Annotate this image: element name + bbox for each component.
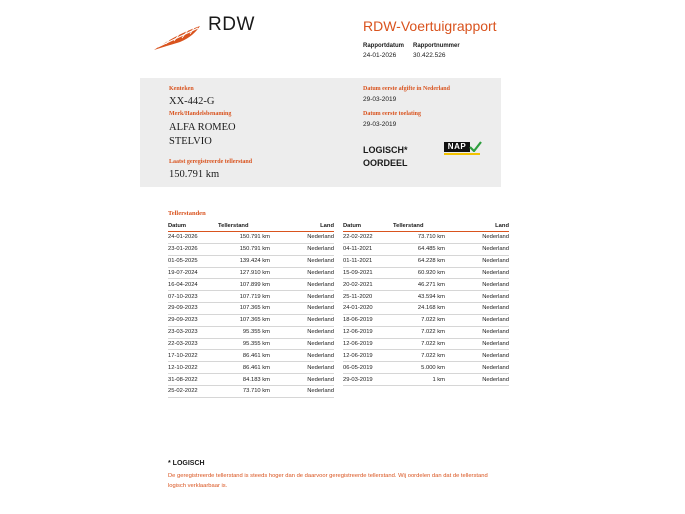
table-row xyxy=(168,303,334,315)
row-date: 19-07-2024 xyxy=(168,267,218,279)
row-odometer: 127.910 km xyxy=(218,267,270,279)
afgifte-label: Datum eerste afgifte in Nederland xyxy=(363,86,450,92)
table-row xyxy=(168,243,334,255)
checkmark-icon xyxy=(469,141,482,152)
row-date: 29-09-2023 xyxy=(168,314,218,326)
table-row xyxy=(168,291,334,303)
row-country: Nederland xyxy=(445,374,509,386)
merk-label: Merk/Handelsbenaming xyxy=(169,111,232,117)
row-country: Nederland xyxy=(270,267,334,279)
verdict-line1: LOGISCH* xyxy=(363,145,408,155)
odometer-table-right xyxy=(343,220,509,386)
row-date: 01-11-2021 xyxy=(343,255,393,267)
table-row xyxy=(168,232,334,244)
row-country: Nederland xyxy=(445,303,509,315)
table-row xyxy=(168,374,334,386)
table-row xyxy=(168,279,334,291)
row-odometer: 95.355 km xyxy=(218,326,270,338)
row-odometer: 64.228 km xyxy=(393,255,445,267)
row-country: Nederland xyxy=(270,338,334,350)
row-odometer: 150.791 km xyxy=(218,243,270,255)
odometer-title: Tellerstanden xyxy=(168,210,206,217)
table-row xyxy=(343,291,509,303)
row-country: Nederland xyxy=(270,385,334,397)
table-row xyxy=(343,267,509,279)
col-datum: Datum xyxy=(343,220,393,232)
row-date: 16-04-2024 xyxy=(168,279,218,291)
row-date: 23-03-2023 xyxy=(168,326,218,338)
row-country: Nederland xyxy=(445,243,509,255)
kenteken-label: Kenteken xyxy=(169,86,194,92)
row-country: Nederland xyxy=(270,314,334,326)
row-country: Nederland xyxy=(445,338,509,350)
table-row xyxy=(343,362,509,374)
table-row xyxy=(343,314,509,326)
row-country: Nederland xyxy=(445,255,509,267)
teller-value: 150.791 km xyxy=(169,169,220,180)
report-number-label: Rapportnummer xyxy=(413,43,460,49)
nap-logo xyxy=(444,142,482,156)
row-date: 12-06-2019 xyxy=(343,338,393,350)
table-row xyxy=(343,232,509,244)
nap-logo-text: NAP xyxy=(444,142,470,152)
row-date: 25-11-2020 xyxy=(343,291,393,303)
row-date: 29-09-2023 xyxy=(168,303,218,315)
afgifte-value: 29-03-2019 xyxy=(363,96,397,103)
row-country: Nederland xyxy=(445,350,509,362)
document-title: RDW-Voertuigrapport xyxy=(363,18,497,34)
table-row xyxy=(168,255,334,267)
brand-name: RDW xyxy=(208,14,255,35)
toelating-value: 29-03-2019 xyxy=(363,121,397,128)
row-country: Nederland xyxy=(270,255,334,267)
table-row xyxy=(168,338,334,350)
table-row xyxy=(343,255,509,267)
row-odometer: 107.899 km xyxy=(218,279,270,291)
row-odometer: 73.710 km xyxy=(393,232,445,244)
row-country: Nederland xyxy=(445,362,509,374)
col-datum: Datum xyxy=(168,220,218,232)
row-odometer: 107.365 km xyxy=(218,314,270,326)
row-country: Nederland xyxy=(270,291,334,303)
row-country: Nederland xyxy=(445,279,509,291)
row-country: Nederland xyxy=(270,350,334,362)
col-tellerstand: Tellerstand xyxy=(393,220,445,232)
row-odometer: 84.183 km xyxy=(218,374,270,386)
table-header-row xyxy=(168,220,334,232)
row-country: Nederland xyxy=(270,362,334,374)
row-odometer: 86.461 km xyxy=(218,362,270,374)
row-odometer: 107.365 km xyxy=(218,303,270,315)
row-date: 24-01-2026 xyxy=(168,232,218,244)
col-land: Land xyxy=(270,220,334,232)
row-odometer: 95.355 km xyxy=(218,338,270,350)
row-country: Nederland xyxy=(270,279,334,291)
row-date: 01-05-2025 xyxy=(168,255,218,267)
rdw-feather-logo xyxy=(152,22,204,52)
verdict-line2: OORDEEL xyxy=(363,158,408,168)
row-date: 12-10-2022 xyxy=(168,362,218,374)
table-row xyxy=(343,243,509,255)
table-header-row xyxy=(343,220,509,232)
model-value: STELVIO xyxy=(169,136,212,147)
row-country: Nederland xyxy=(270,374,334,386)
col-tellerstand: Tellerstand xyxy=(218,220,270,232)
row-odometer: 7.022 km xyxy=(393,314,445,326)
row-odometer: 7.022 km xyxy=(393,326,445,338)
row-country: Nederland xyxy=(445,267,509,279)
row-date: 25-02-2022 xyxy=(168,385,218,397)
row-date: 31-08-2022 xyxy=(168,374,218,386)
row-odometer: 60.920 km xyxy=(393,267,445,279)
row-odometer: 107.719 km xyxy=(218,291,270,303)
row-date: 17-10-2022 xyxy=(168,350,218,362)
row-country: Nederland xyxy=(270,232,334,244)
row-odometer: 5.000 km xyxy=(393,362,445,374)
row-country: Nederland xyxy=(445,291,509,303)
row-country: Nederland xyxy=(445,326,509,338)
row-odometer: 86.461 km xyxy=(218,350,270,362)
kenteken-value: XX-442-G xyxy=(169,96,215,107)
row-odometer: 1 km xyxy=(393,374,445,386)
row-date: 06-05-2019 xyxy=(343,362,393,374)
row-odometer: 7.022 km xyxy=(393,338,445,350)
row-country: Nederland xyxy=(445,232,509,244)
row-date: 22-03-2023 xyxy=(168,338,218,350)
row-date: 23-01-2026 xyxy=(168,243,218,255)
row-date: 15-09-2021 xyxy=(343,267,393,279)
row-date: 18-06-2019 xyxy=(343,314,393,326)
row-date: 04-11-2021 xyxy=(343,243,393,255)
row-country: Nederland xyxy=(270,303,334,315)
table-row xyxy=(343,350,509,362)
toelating-label: Datum eerste toelating xyxy=(363,111,421,117)
row-date: 24-01-2020 xyxy=(343,303,393,315)
table-row xyxy=(343,303,509,315)
row-odometer: 24.168 km xyxy=(393,303,445,315)
row-odometer: 64.485 km xyxy=(393,243,445,255)
table-row xyxy=(168,267,334,279)
table-row xyxy=(168,362,334,374)
row-date: 22-02-2022 xyxy=(343,232,393,244)
table-row xyxy=(168,385,334,397)
report-date: 24-01-2026 xyxy=(363,52,397,59)
report-date-label: Rapportdatum xyxy=(363,43,404,49)
row-country: Nederland xyxy=(270,326,334,338)
row-odometer: 150.791 km xyxy=(218,232,270,244)
table-row xyxy=(343,338,509,350)
row-country: Nederland xyxy=(270,243,334,255)
row-date: 29-03-2019 xyxy=(343,374,393,386)
footnote-title: * LOGISCH xyxy=(168,460,205,467)
row-odometer: 139.424 km xyxy=(218,255,270,267)
row-odometer: 73.710 km xyxy=(218,385,270,397)
row-date: 07-10-2023 xyxy=(168,291,218,303)
table-row xyxy=(343,326,509,338)
odometer-table-left xyxy=(168,220,334,398)
table-row xyxy=(168,314,334,326)
table-row xyxy=(343,279,509,291)
row-odometer: 7.022 km xyxy=(393,350,445,362)
merk-value: ALFA ROMEO xyxy=(169,122,236,133)
report-number: 30.422.526 xyxy=(413,52,446,59)
row-date: 20-02-2021 xyxy=(343,279,393,291)
col-land: Land xyxy=(445,220,509,232)
table-row xyxy=(168,350,334,362)
table-row xyxy=(168,326,334,338)
row-country: Nederland xyxy=(445,314,509,326)
row-odometer: 46.271 km xyxy=(393,279,445,291)
row-odometer: 43.594 km xyxy=(393,291,445,303)
table-row xyxy=(343,374,509,386)
teller-label: Laatst geregistreerde tellerstand xyxy=(169,159,253,165)
row-date: 12-06-2019 xyxy=(343,350,393,362)
footnote-text: De geregistreerde tellerstand is steeds hoger dan de daarvoor geregistreerde tellerstand. Wij oordelen dan dat de tellerstand logisch verklaarbaar is. xyxy=(168,473,488,489)
row-date: 12-06-2019 xyxy=(343,326,393,338)
